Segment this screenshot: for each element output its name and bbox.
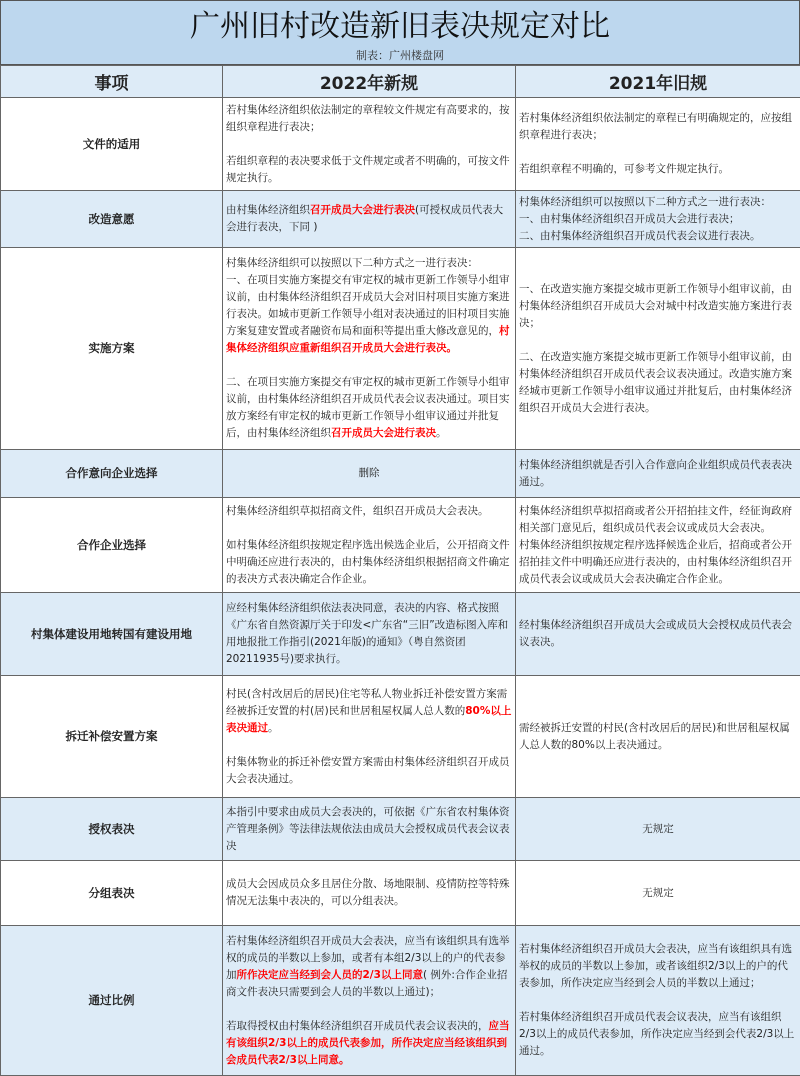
paragraph	[226, 102, 512, 136]
table-row	[1, 926, 800, 1076]
paragraph-gap	[226, 520, 512, 537]
highlight-text: 召开成员大会进行表决	[310, 204, 415, 216]
paragraph	[519, 720, 797, 754]
paragraph	[519, 885, 797, 902]
old-rule-cell	[516, 98, 800, 191]
paragraph	[226, 202, 512, 236]
paragraph	[519, 821, 797, 838]
cell-text: 应经村集体经济组织依法表决同意，表决的内容、格式按照《广东省自然资源厅关于印发<广东省“三旧”改造标图入库和用地报批工作指引(2021年版)的通知》（粤自然资团20211935号)要求执行。	[226, 602, 508, 665]
item-cell: 通过比例	[1, 926, 223, 1076]
table-row	[1, 191, 800, 248]
table-row	[1, 450, 800, 498]
item-cell: 分组表决	[1, 861, 223, 926]
paragraph	[226, 686, 512, 737]
paragraph	[226, 876, 512, 910]
cell-text: 成员大会因成员众多且居住分散、场地限制、疫情防控等特殊情况无法集中表决的，可以分组表决。	[226, 878, 510, 907]
paragraph	[226, 537, 512, 588]
paragraph-gap	[519, 992, 797, 1009]
new-rule-cell	[223, 676, 516, 798]
paragraph	[519, 211, 797, 228]
cell-text: 若村集体经济组织依法制定的章程已有明确规定的，应按组织章程进行表决；	[519, 112, 792, 141]
header-2022: 2022年新规	[223, 66, 516, 98]
paragraph	[519, 349, 797, 417]
old-rule-cell	[516, 191, 800, 248]
cell-text: 若村集体经济组织依法制定的章程较文件规定有高要求的，按组织章程进行表决；	[226, 104, 510, 133]
cell-text: 删除	[359, 467, 380, 479]
paragraph	[519, 194, 797, 211]
cell-text: 一、在项目实施方案提交有审定权的城市更新工作领导小组审议前，由村集体经济组织召开成员大会对旧村项目实施方案进行表决。如城市更新工作领导小组对表决通过的旧村项目实施方案复建安置或者融资布局和面积等提出重大修改意见的，	[226, 274, 510, 337]
cell-text: 若组织章程的表决要求低于文件规定或者不明确的，可按文件规定执行。	[226, 155, 510, 184]
cell-text: 二、由村集体经济组织召开成员代表会议进行表决。	[519, 230, 761, 242]
highlight-text: 召开成员大会进行表决	[331, 427, 436, 439]
paragraph	[519, 941, 797, 992]
header-item: 事项	[1, 66, 223, 98]
item-cell: 拆迁补偿安置方案	[1, 676, 223, 798]
subtitle: 制表：广州楼盘网	[1, 49, 799, 63]
cell-text: 二、在项目实施方案提交有审定权的城市更新工作领导小组审议前，由村集体经济组织召开成员代表会议表决通过。项目实放方案经有审定权的城市更新工作领导小组审议通过并批复后，由村集体经济组织	[226, 376, 510, 439]
cell-text: 经村集体经济组织召开成员大会或成员大会授权成员代表会议表决。	[519, 619, 792, 648]
paragraph	[226, 600, 512, 668]
cell-text: 村集体经济组织草拟招商文件，组织召开成员大会表决。	[226, 505, 489, 517]
item-cell: 授权表决	[1, 798, 223, 861]
new-rule-cell	[223, 861, 516, 926]
cell-text: 村集体物业的拆迁补偿安置方案需由村集体经济组织召开成员大会表决通过。	[226, 756, 510, 785]
cell-text: 二、在改造实施方案提交城市更新工作领导小组审议前，由村集体经济组织召开成员代表会议表决通过。改造实施方案经城市更新工作领导小组审议通过并批复后，由村集体经济组织召开成员大会进行表决。	[519, 351, 792, 414]
cell-text: 由村集体经济组织	[226, 204, 310, 216]
paragraph	[226, 465, 512, 482]
cell-text: 无规定	[642, 887, 674, 899]
cell-text: 如村集体经济组织按规定程序选出候选企业后，公开招商文件中明确还应进行表决的，由村集体经济组织根据招商文件确定的表决方式表决确定合作企业。	[226, 539, 510, 585]
item-cell: 实施方案	[1, 248, 223, 450]
new-rule-cell	[223, 450, 516, 498]
paragraph	[519, 617, 797, 651]
header-2021: 2021年旧规	[516, 66, 800, 98]
cell-text: 村民(含村改居后的居民)住宅等私人物业拆迁补偿安置方案需经被拆迁安置的村(居)民和世居租屋权属人总人数的	[226, 688, 507, 717]
table-row	[1, 798, 800, 861]
table-row	[1, 593, 800, 676]
paragraph	[519, 1009, 797, 1060]
paragraph-gap	[226, 357, 512, 374]
item-cell: 改造意愿	[1, 191, 223, 248]
old-rule-cell	[516, 676, 800, 798]
paragraph	[226, 503, 512, 520]
new-rule-cell	[223, 926, 516, 1076]
paragraph-gap	[519, 332, 797, 349]
paragraph	[226, 1018, 512, 1069]
cell-text: 村集体经济组织就是否引入合作意向企业组织成员代表表决通过。	[519, 459, 792, 488]
paragraph	[519, 281, 797, 332]
cell-text: 需经被拆迁安置的村民(含村改居后的居民)和世居租屋权属人总人数的80%以上表决通过。	[519, 722, 790, 751]
cell-text: 若取得授权由村集体经济组织召开成员代表会议表决的，	[226, 1020, 489, 1032]
cell-text: 一、由村集体经济组织召开成员大会进行表决；	[519, 213, 740, 225]
highlight-text: 所作决定应当经到会人员的2/3以上同意	[237, 969, 423, 981]
highlight-text: 80%以上表决通过	[226, 705, 511, 734]
paragraph-gap	[226, 737, 512, 754]
old-rule-cell	[516, 450, 800, 498]
paragraph	[226, 933, 512, 1001]
paragraph	[226, 804, 512, 855]
title-banner	[0, 0, 800, 65]
paragraph	[519, 110, 797, 144]
paragraph	[226, 255, 512, 272]
item-cell: 村集体建设用地转国有建设用地	[1, 593, 223, 676]
old-rule-cell	[516, 248, 800, 450]
cell-text: 。	[436, 427, 447, 439]
table-row	[1, 98, 800, 191]
page-title: 广州旧村改造新旧表决规定对比	[1, 1, 799, 49]
cell-text: 无规定	[642, 823, 674, 835]
old-rule-cell	[516, 498, 800, 593]
paragraph	[226, 754, 512, 788]
item-cell: 合作企业选择	[1, 498, 223, 593]
header-row	[1, 66, 800, 98]
paragraph	[226, 374, 512, 442]
new-rule-cell	[223, 248, 516, 450]
cell-text: 村集体经济组织可以按照以下二种方式之一进行表决：	[226, 257, 478, 269]
paragraph-gap	[226, 136, 512, 153]
cell-text: 若组织章程不明确的，可参考文件规定执行。	[519, 163, 729, 175]
table-row	[1, 248, 800, 450]
highlight-text: 村集体经济组织应重新组织召开成员大会进行表决。	[226, 325, 510, 354]
cell-text: 村集体经济组织可以按照以下二种方式之一进行表决：	[519, 196, 771, 208]
new-rule-cell	[223, 98, 516, 191]
cell-text: 一、在改造实施方案提交城市更新工作领导小组审议前，由村集体经济组织召开成员大会对城中村改造实施方案进行表决；	[519, 283, 792, 329]
paragraph	[226, 272, 512, 357]
comparison-table	[0, 65, 800, 1076]
cell-text: 本指引中要求由成员大会表决的，可依据《广东省农村集体资产管理条例》等法律法规依法由成员大会授权成员代表会议表决	[226, 806, 510, 852]
highlight-text: 应当有该组织2/3以上的成员代表参加，所作决定应当经该组织到会成员代表2/3以上同意。	[226, 1020, 510, 1066]
table-row	[1, 498, 800, 593]
paragraph	[519, 537, 797, 588]
new-rule-cell	[223, 498, 516, 593]
paragraph-gap	[226, 1001, 512, 1018]
old-rule-cell	[516, 861, 800, 926]
cell-text: (可授权成员代表大会进行表决，下同 )	[226, 204, 503, 233]
paragraph	[519, 457, 797, 491]
item-cell: 文件的适用	[1, 98, 223, 191]
new-rule-cell	[223, 593, 516, 676]
paragraph-gap	[519, 144, 797, 161]
cell-text: 若村集体经济组织召开成员大会表决，应当有该组织具有选举权的成员的半数以上参加，或者有本组2/3以上的户的代表参加	[226, 935, 510, 981]
cell-text: ( 例外:合作企业招商文件表决只需要到会人员的半数以上通过)；	[226, 969, 507, 998]
paragraph	[519, 161, 797, 178]
table-row	[1, 676, 800, 798]
paragraph	[519, 503, 797, 537]
cell-text: 村集体经济组织按规定程序选择候选企业后，招商或者公开招拍挂文件中明确还应进行表决的，由村集体经济组织召开成员代表会议或成员大会表决确定合作企业。	[519, 539, 792, 585]
old-rule-cell	[516, 593, 800, 676]
old-rule-cell	[516, 798, 800, 861]
new-rule-cell	[223, 798, 516, 861]
new-rule-cell	[223, 191, 516, 248]
paragraph	[226, 153, 512, 187]
cell-text: 。	[268, 722, 279, 734]
table-row	[1, 861, 800, 926]
cell-text: 村集体经济组织草拟招商或者公开招拍挂文件，经征询政府相关部门意见后，组织成员代表会议或成员大会表决。	[519, 505, 792, 534]
cell-text: 若村集体经济组织召开成员代表会议表决，应当有该组织2/3以上的成员代表参加，所作决定应当经到会代表2/3以上通过。	[519, 1011, 794, 1057]
old-rule-cell	[516, 926, 800, 1076]
item-cell: 合作意向企业选择	[1, 450, 223, 498]
paragraph	[519, 228, 797, 245]
cell-text: 若村集体经济组织召开成员大会表决，应当有该组织具有选举权的成员的半数以上参加，或者该组织2/3以上的户的代表参加，所作决定应当经到会人员的半数以上通过；	[519, 943, 792, 989]
